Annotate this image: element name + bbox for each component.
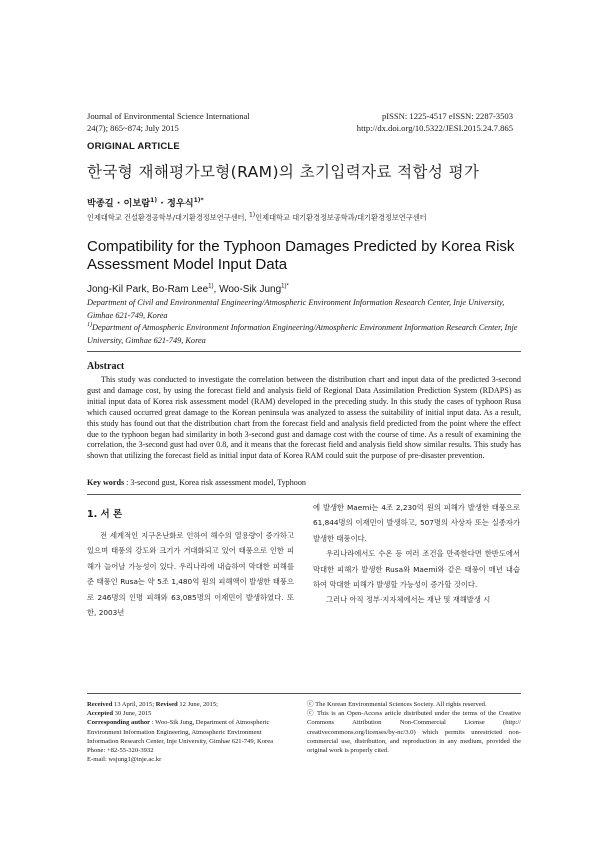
article-type: ORIGINAL ARTICLE — [87, 141, 180, 152]
body-paragraph: 에 발생한 Maemi는 4조 2,230억 원의 피해가 발생한 태풍으로 61,844명의 이재민이 발생하고, 507명의 사상자 또는 실종자가 발생한 태풍이다. — [313, 503, 520, 543]
journal-identifiers — [357, 110, 513, 134]
author-affil-mark: 1) — [208, 283, 214, 290]
doi-link[interactable]: http://dx.doi.org/10.5322/JESI.2015.24.7.865 — [356, 123, 513, 133]
journal-name: Journal of Environmental Science International — [87, 111, 250, 121]
korean-author-name-3: · 정우식 — [157, 198, 194, 209]
english-affiliations — [87, 297, 521, 347]
abstract-heading: Abstract — [87, 361, 125, 372]
english-title: Compatibility for the Typhoon Damages Predicted by Korea Risk Assessment Model Input Data — [87, 238, 515, 273]
received-date: 13 April, 2015; — [112, 701, 156, 708]
revised-date: 12 June, 2015; — [177, 701, 218, 708]
accepted-date: 30 June, 2015 — [113, 710, 152, 718]
korean-affil-2: 인제대학교 대기환경정보공학과/대기환경정보연구센터 — [255, 213, 427, 222]
divider — [87, 494, 521, 495]
english-author-names: Jong-Kil Park, Bo-Ram Lee — [87, 284, 209, 295]
korean-affiliations — [87, 213, 427, 223]
author-affil-mark: 1) — [150, 196, 158, 204]
corresponding-mark: 1)* — [193, 196, 204, 204]
copyright-notice: ⓒ The Korean Environmental Sciences Society. All rights reserved. — [307, 701, 487, 708]
keywords-text: : 3-second gust, Korea risk assessment model, Typhoon — [124, 478, 306, 487]
history-line-1 — [87, 700, 292, 709]
email-link[interactable]: E-mail: wsjung1@inje.ac.kr — [87, 756, 162, 764]
corresponding-label: Corresponding author — [87, 719, 151, 727]
english-authors — [87, 284, 289, 295]
received-label: Received — [87, 701, 113, 708]
english-author-name-3: , Woo-Sik Jung — [213, 284, 282, 295]
accepted-label: Accepted — [87, 710, 113, 718]
affil-mark: 1) — [249, 211, 256, 219]
corresponding-details: : Woo-Sik Jung, Department of Atmospheric Environment Information Engineering, Atmospheric Environment Information Research Center, Inje University, Gimhae 621-749, Korea — [87, 719, 274, 745]
corresponding-mark: 1)* — [281, 283, 289, 290]
korean-authors — [87, 195, 204, 209]
body-paragraph: 전 세계적인 지구온난화로 인하여 해수의 열용량이 증가하고 있으며 태풍의 강도와 크기가 거대화되고 있어 태풍으로 인한 피해가 늘어날 가능성이 있다. 우리나라에 내습하여 막대한 피해를 준 태풍인 Rusa는 약 5조 1,480억 원의 피해액이 발생한 태풍으로 246명의 인명 피해와 63,085명의 이재민이 발생하였다. 또한, 2003년 — [87, 531, 294, 618]
body-column-right — [313, 500, 520, 608]
affil-mark: 1) — [87, 322, 92, 329]
article-history-footnote — [87, 700, 292, 764]
english-affil-2-row — [87, 322, 521, 347]
section-heading: 1. 서 론 — [87, 509, 123, 520]
korean-author-names: 박종길 · 이보람 — [87, 198, 151, 209]
history-line-2 — [87, 709, 292, 718]
journal-volume: 24(7); 865~874; July 2015 — [87, 123, 179, 133]
keywords-label: Key words — [87, 478, 125, 487]
license-notice: ⓒ This is an Open-Access article distributed under the terms of the Creative Commons Attribution Non-Commercial License (http:// creativecommons.org/licenses/by-nc/3.0) which permits unrestricted non-commercial use, distribution, and reproduction in any medium, provided the original work is properly cited. — [307, 710, 521, 755]
body-paragraph: 우리나라에서도 수온 등 여러 조건을 만족한다면 한반도에서 막대한 피해가 발생한 Rusa와 Maemi와 같은 태풍이 매년 내습하여 막대한 피해가 발생할 가능성이 증가할 것이다. — [313, 549, 520, 590]
abstract-body: This study was conducted to investigate the correlation between the distribution chart and input data of the predicted 3-second gust and damage cost, by using the forecast field and analysis field of Regional Data Assimilation Prediction System (RDAPS) as initial input data of Korea risk assessment model (RAM) developed in the preceding study. In this study the cases of typhoon Rusa which caused occurred great damage to the Korean peninsula was analyzed to assess the suitability of initial input data. As a result, this study has found out that the distribution chart from the forecast field and analysis field predicted from the point where the effect due to the typhoon began had similarity in both 3-second gust and damage cost with the course of time. As a result of examining the correlation, the 3-second gust had over 0.8, and it means that the forecast field and analysis field show similar results. This study has shown that utilizing the forecast field as initial input data of Korea RAM could suit the purpose of pre-disaster prevention. — [87, 375, 521, 461]
revised-label: Revised — [155, 701, 178, 708]
divider — [87, 351, 521, 352]
korean-title: 한국형 재해평가모형(RAM)의 초기입력자료 적합성 평가 — [87, 163, 480, 181]
korean-affil-1: 인제대학교 건설환경공학부/대기환경정보연구센터, — [87, 213, 250, 222]
body-paragraph: 그러나 아직 정부·지자체에서는 재난 및 재해발생 시 — [326, 595, 491, 605]
keywords — [87, 478, 521, 487]
phone: Phone: +82-55-320-3932 — [87, 747, 154, 755]
body-column-left — [87, 508, 294, 620]
divider — [87, 693, 521, 694]
english-affil-2: Department of Atmospheric Environment Information Engineering/Atmospheric Environment Information Research Center, Inje University, Gimhae 621-749, Korea — [87, 323, 518, 345]
journal-header — [87, 110, 250, 134]
corresponding-author — [87, 718, 292, 746]
english-affil-1: Department of Civil and Environmental Engineering/Atmospheric Environment Information Research Center, Inje University, Gimhae 621-749, Korea — [87, 298, 505, 320]
license-footnote — [307, 700, 521, 755]
issn: pISSN: 1225-4517 eISSN: 2287-3503 — [381, 111, 513, 121]
